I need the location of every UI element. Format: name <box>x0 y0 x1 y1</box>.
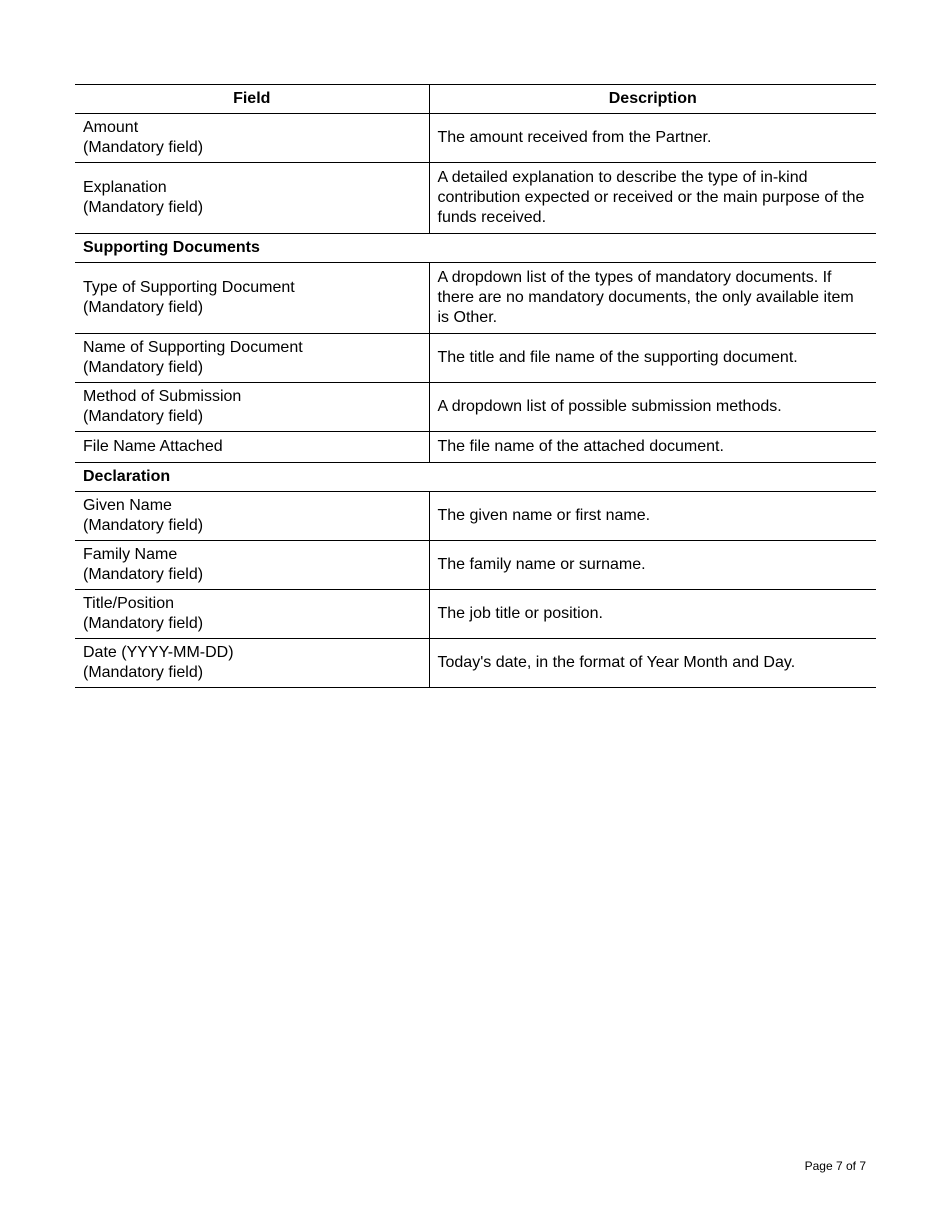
description-cell: A detailed explanation to describe the type of in-kind contribution expected or received or the main purpose of the funds received. <box>429 163 876 234</box>
field-name: Amount <box>83 119 139 136</box>
table-header-row <box>75 85 876 114</box>
table-row <box>75 334 876 383</box>
field-note: (Mandatory field) <box>83 615 204 632</box>
field-name: Method of Submission <box>83 388 242 405</box>
field-cell <box>75 541 429 590</box>
description-cell: The amount received from the Partner. <box>429 114 876 163</box>
description-cell: The job title or position. <box>429 590 876 639</box>
header-description: Description <box>429 85 876 114</box>
table-row <box>75 114 876 163</box>
field-note: (Mandatory field) <box>83 299 204 316</box>
field-cell <box>75 163 429 234</box>
description-cell: The file name of the attached document. <box>429 432 876 463</box>
section-row <box>75 463 876 492</box>
section-heading: Declaration <box>75 463 876 492</box>
section-row <box>75 234 876 263</box>
field-description-table <box>75 84 876 688</box>
table-row <box>75 383 876 432</box>
field-name: Name of Supporting Document <box>83 339 303 356</box>
field-name: Explanation <box>83 179 167 196</box>
field-cell <box>75 639 429 688</box>
field-note: (Mandatory field) <box>83 199 204 216</box>
field-note: (Mandatory field) <box>83 517 204 534</box>
header-field: Field <box>75 85 429 114</box>
description-cell: Today's date, in the format of Year Month and Day. <box>429 639 876 688</box>
field-cell <box>75 114 429 163</box>
field-name: Type of Supporting Document <box>83 279 295 296</box>
field-note: (Mandatory field) <box>83 139 204 156</box>
field-cell <box>75 432 429 463</box>
field-cell <box>75 590 429 639</box>
field-note: (Mandatory field) <box>83 408 204 425</box>
field-name: Family Name <box>83 546 178 563</box>
table-row <box>75 163 876 234</box>
description-cell: The family name or surname. <box>429 541 876 590</box>
table-row <box>75 541 876 590</box>
page-number: Page 7 of 7 <box>804 1159 866 1173</box>
table-row <box>75 639 876 688</box>
field-note: (Mandatory field) <box>83 359 204 376</box>
table-row <box>75 590 876 639</box>
field-cell <box>75 263 429 334</box>
table-row <box>75 432 876 463</box>
field-name: Date (YYYY-MM-DD) <box>83 644 234 661</box>
table-row <box>75 263 876 334</box>
field-name: Given Name <box>83 497 172 514</box>
section-heading: Supporting Documents <box>75 234 876 263</box>
description-cell: The title and file name of the supporting document. <box>429 334 876 383</box>
field-name: File Name Attached <box>83 438 223 455</box>
field-cell <box>75 334 429 383</box>
field-cell <box>75 383 429 432</box>
field-note: (Mandatory field) <box>83 566 204 583</box>
field-name: Title/Position <box>83 595 174 612</box>
field-note: (Mandatory field) <box>83 664 204 681</box>
field-cell <box>75 492 429 541</box>
description-cell: A dropdown list of the types of mandatory documents. If there are no mandatory documents, the only available item is Other. <box>429 263 876 334</box>
description-cell: The given name or first name. <box>429 492 876 541</box>
description-cell: A dropdown list of possible submission methods. <box>429 383 876 432</box>
table-row <box>75 492 876 541</box>
